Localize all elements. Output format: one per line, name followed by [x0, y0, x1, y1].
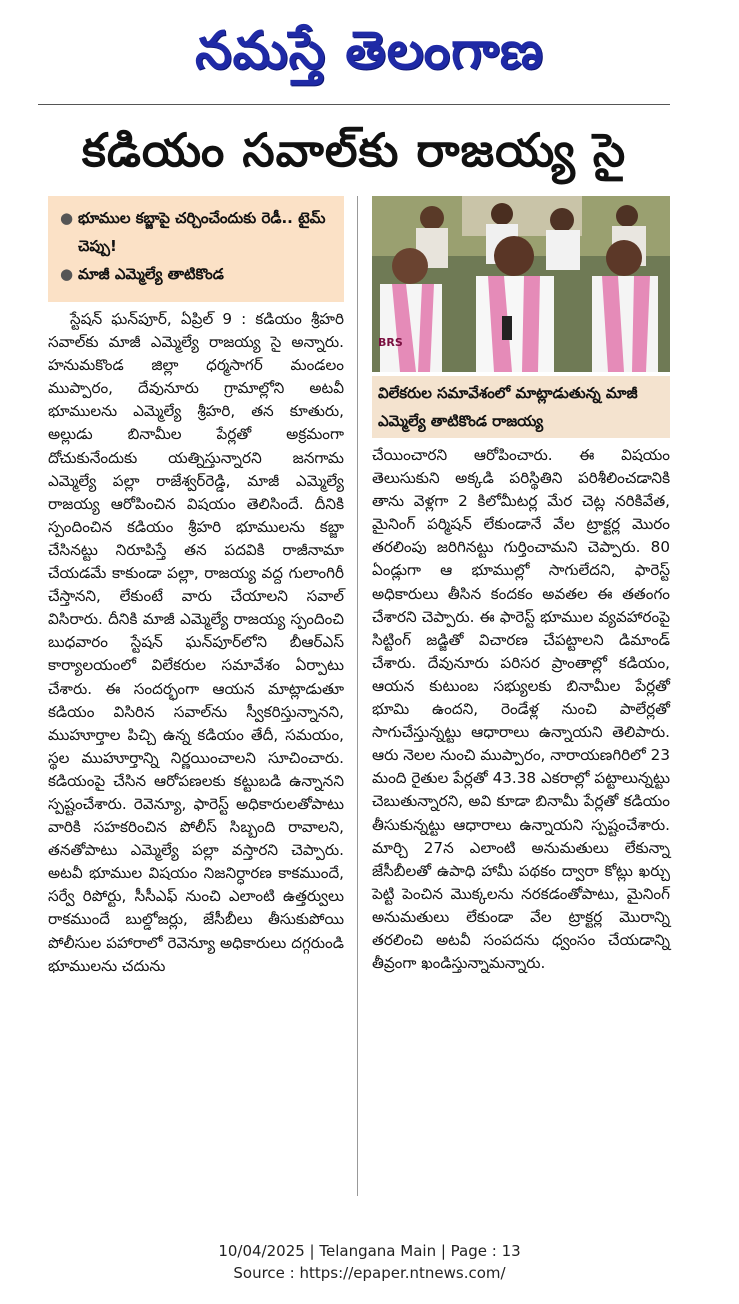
bullet-icon: ● [60, 209, 74, 227]
highlight-item [60, 260, 334, 288]
press-meet-illustration [372, 196, 670, 372]
highlight-text: మాజీ ఎమ్మెల్యే తాటికొండ [78, 265, 224, 283]
photo-caption: విలేకరుల సమావేశంలో మాట్లాడుతున్న మాజీ ఎమ్మెల్యే తాటికొండ రాజయ్య [372, 376, 670, 438]
bullet-icon: ● [60, 265, 74, 283]
highlights-box [48, 196, 344, 302]
masthead-divider [38, 104, 670, 105]
highlight-text: భూముల కబ్జాపై చర్చించేందుకు రెడీ.. టైమ్ చెప్పు! [78, 209, 326, 255]
headline: కడియం సవాల్‌కు రాజయ్య సై [81, 123, 627, 177]
column-divider [357, 196, 358, 1196]
masthead-title: నమస్తే తెలంగాణ [195, 21, 544, 81]
banner-text: BRS [378, 336, 403, 349]
masthead [0, 8, 739, 94]
highlight-item [60, 204, 334, 260]
article-column-right: చేయించారని ఆరోపించారు. ఈ విషయం తెలుసుకుని అక్కడి పరిస్థితిని పరిశీలించడానికి తాను వెళ్లగా 2 కిలోమీటర్ల మేర చెట్ల నరికివేత, మైనింగ్ పర్మిషన్ లేకుండానే వేల ట్రాక్టర్ల మొరం తరలింపు జరిగినట్టు గుర్తించామని చెప్పారు. 80 ఏండ్లుగా ఆ భూముల్లో సాగులేదని, ఫారెస్ట్ అధికారులు తీసిన కందకం అవతల ఈ తతంగం చేశారని చెప్పారు. ఈ ఫారెస్ట్ భూముల వ్యవహారంపై సిట్టింగ్ జడ్జితో విచారణ చేపట్టాలని డిమాండ్ చేశారు. దేవునూరు పరిసర ప్రాంతాల్లో కడియం, ఆయన కుటుంబ సభ్యులకు బినామీల పేర్లతో భూమి ఉందని, రెండేళ్ల నుంచి పాలేర్లతో సాగుచేస్తున్నట్టు ఆధారాలు ఉన్నాయని తెలిపారు. ఆరు నెలల నుంచి ముప్పారం, నారాయణగిరిలో 23 మంది రైతుల పేర్లతో 43.38 ఎకరాల్లో పట్టాలున్నట్టు చెబుతున్నారని, అవి కూడా బినామీ పేర్లతో కడియం తీసుకున్నట్టు ఆధారాలు ఉన్నాయని స్పష్టంచేశారు. మార్చి 27న ఎలాంటి అనుమతులు లేకున్నా జేసీబీలతో ఉపాధి హామీ పథకం ద్వారా కోట్లు ఖర్చు పెట్టి పెంచిన మొక్కలను నరకడంతోపాటు, మైనింగ్ అనుమతులు లేకుండా వేల ట్రాక్టర్ల మొరాన్ని తరలించి అటవీ సంపదను ధ్వంసం చేయడాన్ని తీవ్రంగా ఖండిస్తున్నామన్నారు. [372, 446, 670, 973]
source-line: Source : https://epaper.ntnews.com/ [233, 1264, 506, 1282]
press-meet-photo [372, 196, 670, 372]
edition-line: 10/04/2025 | Telangana Main | Page : 13 [218, 1242, 521, 1260]
article-column-left: స్టేషన్ ఘన్‌పూర్, ఏప్రిల్ 9 : కడియం శ్రీహరి సవాల్‌కు మాజీ ఎమ్మెల్యే రాజయ్య సై అన్నారు. హనుమకొండ జిల్లా ధర్మసాగర్ మండలం ముప్పారం, దేవునూరు గ్రామాల్లోని అటవీ భూములను ఎమ్మెల్యే శ్రీహరి, తన కూతురు, అల్లుడు బినామీల పేర్లతో అక్రమంగా దోచుకునేందుకు యత్నిస్తున్నారని జనగామ ఎమ్మెల్యే పల్లా రాజేశ్వర్‌రెడ్డి, మాజీ ఎమ్మెల్యే రాజయ్య ఆరోపించిన విషయం తెలిసిందే. దీనికి స్పందించిన కడియం శ్రీహరి భూములను కబ్జా చేసినట్టు నిరూపిస్తే తన పదవికి రాజీనామా చేయడమే కాకుండా పల్లా, రాజయ్య వద్ద గులాంగిరీ చేస్తానని, లేకుంటే వారు చేయాలని సవాల్ విసిరారు. దీనికి మాజీ ఎమ్మెల్యే రాజయ్య స్పందించి బుధవారం స్టేషన్ ఘన్‌పూర్‌లోని బీఆర్‌ఎస్ కార్యాలయంలో విలేకరుల సమావేశం ఏర్పాటు చేశారు. ఈ సందర్భంగా ఆయన మాట్లాడుతూ కడియం విసిరిన సవాల్‌ను స్వీకరిస్తున్నానని, ముహూర్తాల పిచ్చి ఉన్న కడియం తేదీ, సమయం, స్థల ముహూర్తాన్ని నిర్ణయించాలని సూచించారు. కడియంపై చేసిన ఆరోపణలకు కట్టుబడి ఉన్నానని స్పష్టంచేశారు. రెవెన్యూ, ఫారెస్ట్ అధికారులతోపాటు వారికి సహకరించిన పోలీస్ సిబ్బంది రావాలని, తనతోపాటు ఎమ్మెల్యే పల్లా వస్తారని చెప్పారు. అటవీ భూముల విషయం నిజనిర్ధారణ కాకముందే, సర్వే రిపోర్టు, సీసీఎఫ్ నుంచి ఎలాంటి ఉత్తర్వులు రాకముందే బుల్డోజర్లు, జేసీబీలు తీసుకుపోయి పోలీసుల పహారాలో రెవెన్యూ అధికారులు దగ్గరుండి భూములను చదును [48, 310, 344, 975]
